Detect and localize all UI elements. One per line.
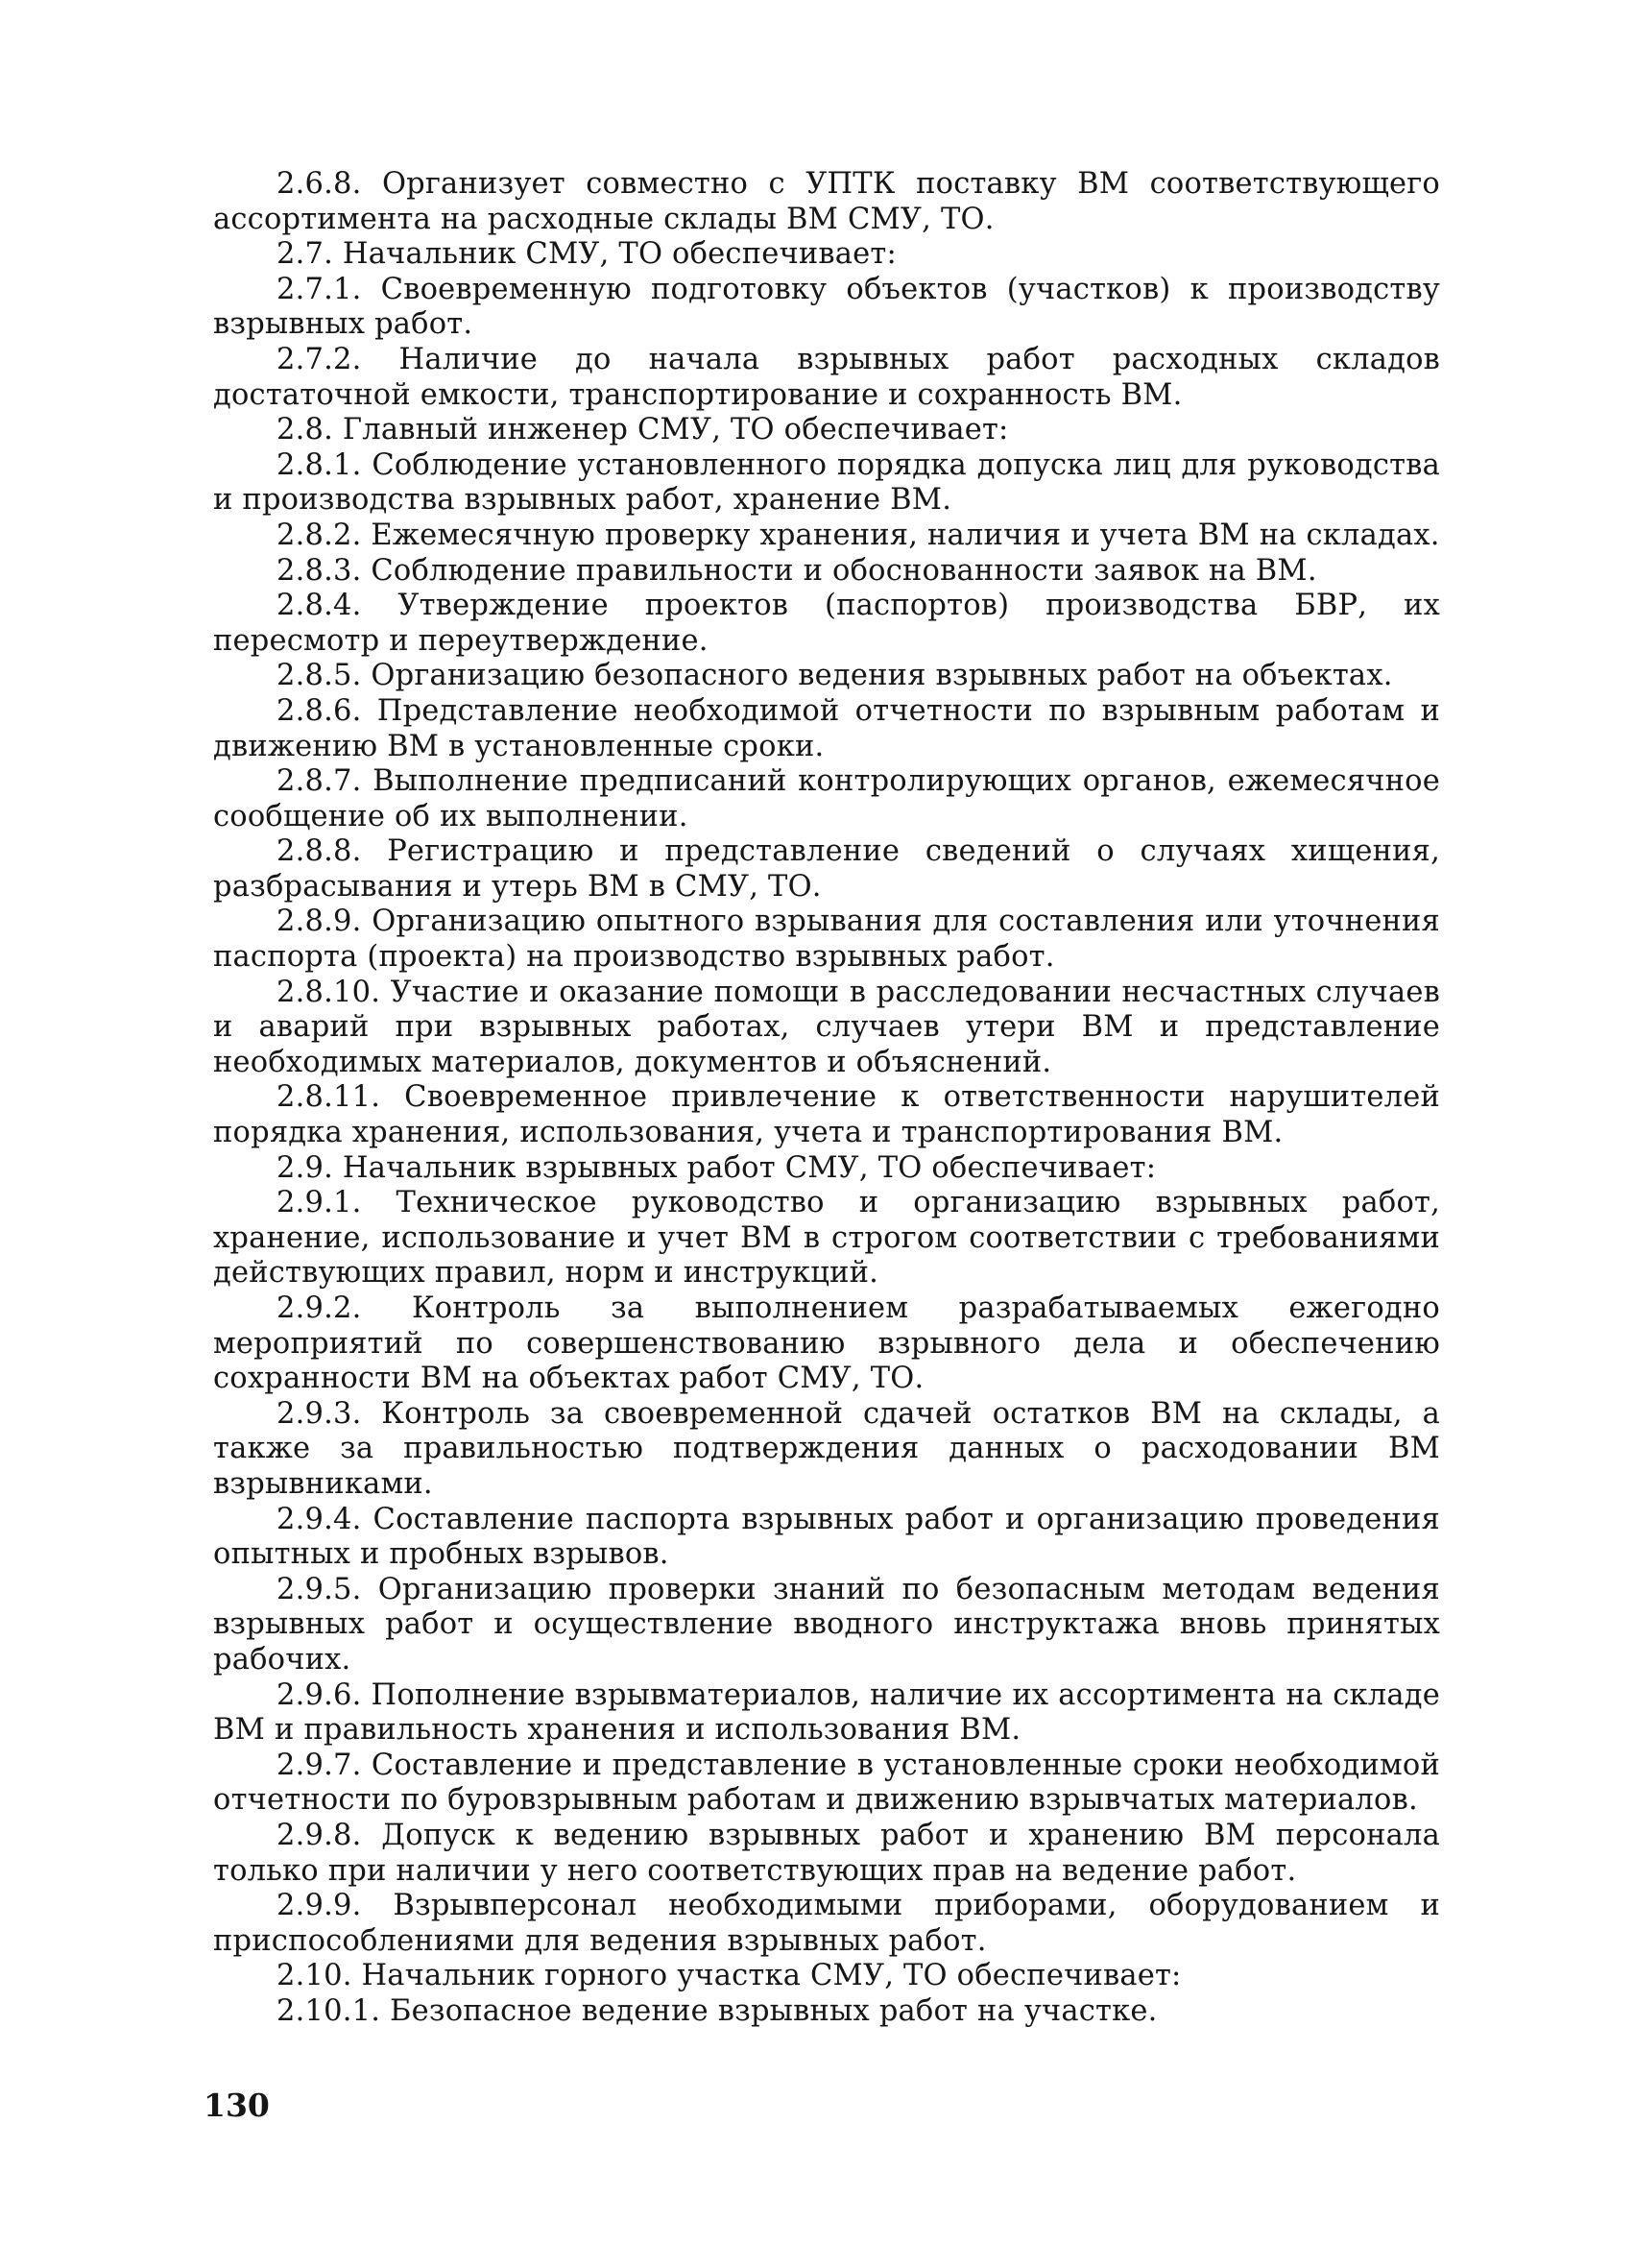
paragraph: 2.9.9. Взрывперсонал необходимыми приборами, оборудованием и приспособлениями для ведения взрывных работ. (213, 1889, 1440, 1958)
paragraph: 2.6.8. Организует совместно с УПТК поставку ВМ соответствующего ассортимента на расходные склады ВМ СМУ, ТО. (213, 167, 1440, 236)
paragraph: 2.8.4. Утверждение проектов (паспортов) производства БВР, их пересмотр и переутверждение. (213, 589, 1440, 658)
paragraph: 2.7.2. Наличие до начала взрывных работ расходных складов достаточной емкости, транспортирование и сохранность ВМ. (213, 342, 1440, 412)
paragraph: 2.8.3. Соблюдение правильности и обоснованности заявок на ВМ. (276, 553, 1317, 588)
paragraph: 2.7. Начальник СМУ, ТО обеспечивает: (276, 237, 897, 272)
paragraph: 2.7.1. Своевременную подготовку объектов (участков) к производству взрывных работ. (213, 272, 1440, 342)
paragraph: 2.9.7. Составление и представление в установленные сроки необходимой отчетности по буровзрывным работам и движению взрывчатых материалов. (213, 1748, 1440, 1818)
paragraph: 2.9.3. Контроль за своевременной сдачей остатков ВМ на склады, а также за правильностью подтверждения данных о расходовании ВМ взрывниками. (213, 1396, 1440, 1501)
paragraph: 2.8.2. Ежемесячную проверку хранения, наличия и учета ВМ на складах. (276, 518, 1440, 552)
paragraph: 2.8.10. Участие и оказание помощи в расследовании несчастных случаев и аварий при взрывных работах, случаев утери ВМ и представление необходимых материалов, документов и объяснений. (213, 975, 1440, 1079)
body-text (213, 167, 1440, 2029)
page-number: 130 (204, 2087, 270, 2124)
paragraph: 2.8.6. Представление необходимой отчетности по взрывным работам и движению ВМ в установленные сроки. (213, 693, 1440, 763)
paragraph: 2.9.4. Составление паспорта взрывных работ и организацию проведения опытных и пробных взрывов. (213, 1502, 1440, 1572)
paragraph: 2.10. Начальник горного участка СМУ, ТО обеспечивает: (276, 1959, 1182, 1993)
paragraph: 2.8.9. Организацию опытного взрывания для составления или уточнения паспорта (проекта) на производство взрывных работ. (213, 905, 1440, 975)
paragraph: 2.8.8. Регистрацию и представление сведений о случаях хищения, разбрасывания и утерь ВМ в СМУ, ТО. (213, 834, 1440, 904)
paragraph: 2.9. Начальник взрывных работ СМУ, ТО обеспечивает: (276, 1150, 1157, 1185)
paragraph: 2.8.11. Своевременное привлечение к ответственности нарушителей порядка хранения, использования, учета и транспортирования ВМ. (213, 1080, 1440, 1150)
paragraph: 2.10.1. Безопасное ведение взрывных работ на участке. (276, 1993, 1158, 2028)
paragraph: 2.9.2. Контроль за выполнением разрабатываемых ежегодно мероприятий по совершенствованию взрывного дела и обеспечению сохранности ВМ на объектах работ СМУ, ТО. (213, 1291, 1440, 1396)
paragraph: 2.9.1. Техническое руководство и организацию взрывных работ, хранение, использование и учет ВМ в строгом соответствии с требованиями действующих правил, норм и инструкций. (213, 1186, 1440, 1291)
paragraph: 2.8.7. Выполнение предписаний контролирующих органов, ежемесячное сообщение об их выполнении. (213, 764, 1440, 833)
paragraph: 2.8. Главный инженер СМУ, ТО обеспечивает: (276, 413, 1009, 447)
paragraph: 2.8.5. Организацию безопасного ведения взрывных работ на объектах. (276, 659, 1393, 693)
paragraph: 2.9.5. Организацию проверки знаний по безопасным методам ведения взрывных работ и осуществление вводного инструктажа вновь принятых рабочих. (213, 1572, 1440, 1677)
paragraph: 2.9.6. Пополнение взрывматериалов, наличие их ассортимента на складе ВМ и правильность хранения и использования ВМ. (213, 1677, 1440, 1748)
paragraph: 2.8.1. Соблюдение установленного порядка допуска лиц для руководства и производства взрывных работ, хранение ВМ. (213, 447, 1440, 518)
paragraph: 2.9.8. Допуск к ведению взрывных работ и хранению ВМ персонала только при наличии у него соответствующих прав на ведение работ. (213, 1818, 1440, 1888)
